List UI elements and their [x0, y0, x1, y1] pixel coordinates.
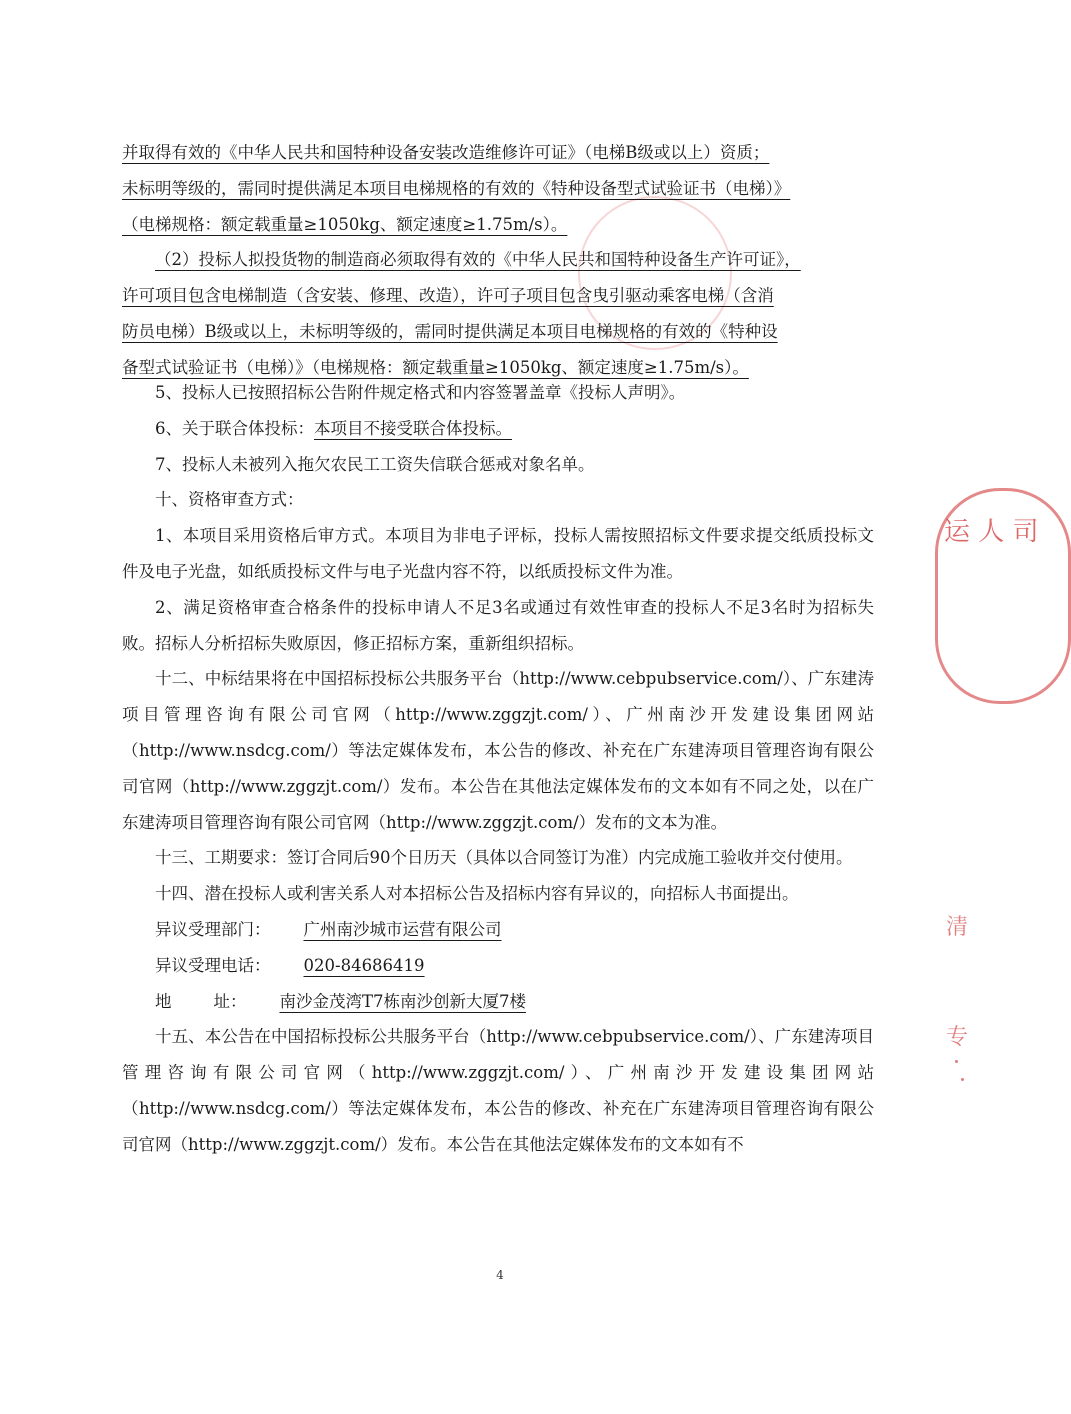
- notice-body: [122, 375, 874, 1163]
- section-10-paragraph-1: 1、本项目采用资格后审方式。本项目为非电子评标，投标人需按照招标文件要求提交纸质投标文件及电子光盘，如纸质投标文件与电子光盘内容不符，以纸质投标文件为准。: [122, 526, 874, 581]
- requirement-1-line-2: 未标明等级的，需同时提供满足本项目电梯规格的有效的《特种设备型式试验证书（电梯）》: [122, 178, 791, 198]
- item-5: 5、投标人已按照招标公告附件规定格式和内容签署盖章《投标人声明》。: [155, 383, 686, 402]
- requirement-2-line-3: 防员电梯）B级或以上，未标明等级的，需同时提供满足本项目电梯规格的有效的《特种设: [122, 321, 778, 341]
- seal-speck: [955, 1060, 958, 1063]
- seal-characters: 运 人 司: [944, 517, 1039, 547]
- objection-address: [122, 984, 874, 1020]
- red-seal-stamp: [935, 488, 1071, 704]
- item-6-value: 本项目不接受联合体投标。: [314, 418, 512, 438]
- section-14-paragraph: 十四、潜在投标人或利害关系人对本招标公告及招标内容有异议的，向招标人书面提出。: [155, 884, 799, 904]
- seal-speck: [961, 1078, 964, 1081]
- page-number: 4: [496, 1268, 504, 1282]
- objection-address-value: 南沙金茂湾T7栋南沙创新大厦7楼: [279, 991, 526, 1011]
- requirement-1-line-3: （电梯规格：额定载重量≥1050kg、额定速度≥1.75m/s）。: [122, 214, 568, 234]
- requirement-2-line-1: （2）投标人拟投货物的制造商必须取得有效的《中华人民共和国特种设备生产许可证》，: [155, 250, 801, 270]
- qualification-requirements-block: [122, 135, 874, 386]
- item-6: [122, 411, 874, 447]
- edge-seal-fragment-a: 清: [946, 915, 969, 940]
- objection-phone: [122, 948, 874, 984]
- item-7: 7、投标人未被列入拖欠农民工工资失信联合惩戒对象名单。: [155, 454, 595, 474]
- requirement-2-line-4: 备型式试验证书（电梯）》（电梯规格：额定载重量≥1050kg、额定速度≥1.75m/s）。: [122, 357, 749, 377]
- item-6-label: 6、关于联合体投标：: [155, 418, 314, 438]
- requirement-1-line-1: 并取得有效的《中华人民共和国特种设备安装改造维修许可证》（电梯B级或以上）资质；: [122, 143, 770, 162]
- edge-seal-fragment-b: 专: [946, 1025, 969, 1050]
- section-13-paragraph: 十三、工期要求：签订合同后90个日历天（具体以合同签订为准）内完成施工验收并交付使用。: [155, 848, 853, 868]
- requirement-2-line-2: 许可项目包含电梯制造（含安装、修理、改造），许可子项目包含曳引驱动乘客电梯（含消: [122, 286, 774, 306]
- objection-phone-value: 020-84686419: [303, 955, 425, 975]
- section-10-paragraph-2: 2、满足资格审查合格条件的投标申请人不足3名或通过有效性审查的投标人不足3名时为招标失败。招标人分析招标失败原因，修正招标方案，重新组织招标。: [122, 597, 874, 653]
- section-12-paragraph: 十二、中标结果将在中国招标投标公共服务平台（http://www.cebpubservice.com/）、广东建涛项目管理咨询有限公司官网（http://www.zggzjt.com/）、广州南沙开发建设集团网站（http://www.nsdcg.com/）等法定媒体发布，本公告的修改、补充在广东建涛项目管理咨询有限公司官网（http://www.zggzjt.com/）发布。本公告在其他法定媒体发布的文本如有不同之处，以在广东建涛项目管理咨询有限公司官网（http://www.zggzjt.com/）发布的文本为准。: [122, 669, 874, 832]
- objection-department-value: 广州南沙城市运营有限公司: [303, 919, 502, 939]
- objection-department-label: 异议受理部门：: [155, 919, 271, 939]
- objection-phone-label: 异议受理电话：: [155, 955, 271, 975]
- section-10-heading: 十、资格审查方式：: [155, 490, 304, 510]
- objection-department: [122, 912, 874, 948]
- section-15-paragraph: 十五、本公告在中国招标投标公共服务平台（http://www.cebpubservice.com/）、广东建涛项目管理咨询有限公司官网（http://www.zggzjt.com/）、广州南沙开发建设集团网站（http://www.nsdcg.com/）等法定媒体发布，本公告的修改、补充在广东建涛项目管理咨询有限公司官网（http://www.zggzjt.com/）发布。本公告在其他法定媒体发布的文本如有不: [122, 1027, 874, 1154]
- objection-address-label: 地 址：: [155, 991, 247, 1011]
